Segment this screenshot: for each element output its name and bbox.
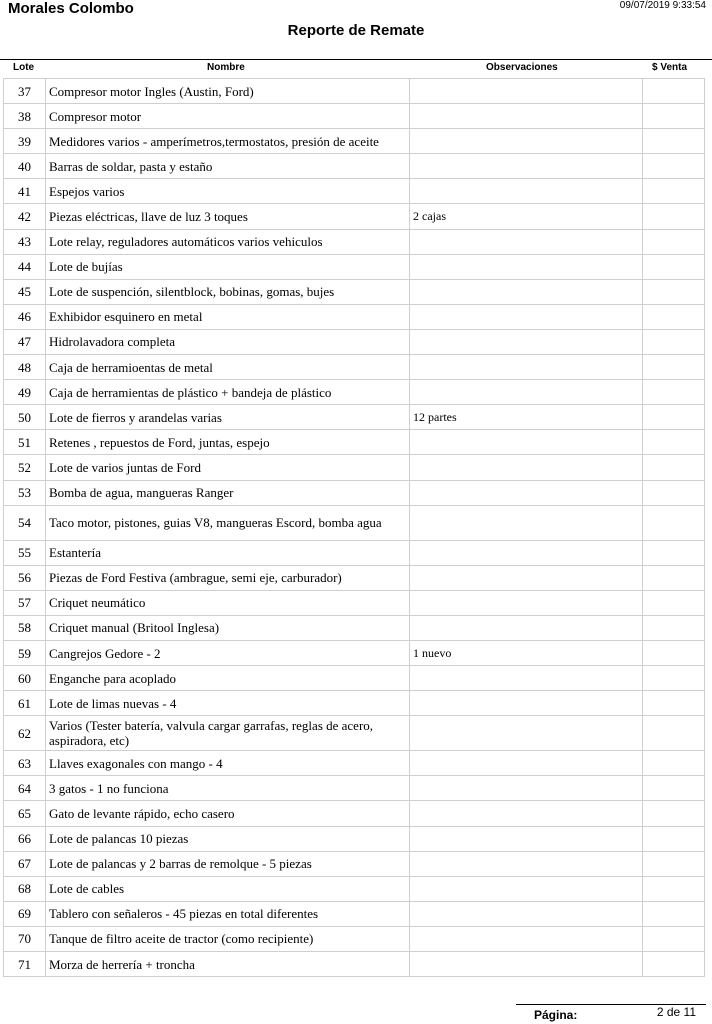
table-row: [4, 380, 705, 405]
cell-nombre: Llaves exagonales con mango - 4: [46, 751, 410, 776]
cell-nombre: Tanque de filtro aceite de tractor (como recipiente): [46, 926, 410, 951]
cell-nombre: Lote de bujías: [46, 254, 410, 279]
cell-lote: 40: [4, 154, 46, 179]
table-row: [4, 851, 705, 876]
cell-venta: [643, 751, 705, 776]
cell-observaciones: [410, 776, 643, 801]
table-row: [4, 329, 705, 354]
cell-observaciones: 2 cajas: [410, 204, 643, 229]
table-row: [4, 751, 705, 776]
cell-observaciones: [410, 455, 643, 480]
table-row: [4, 405, 705, 430]
cell-lote: 43: [4, 229, 46, 254]
cell-lote: 52: [4, 455, 46, 480]
cell-venta: [643, 254, 705, 279]
cell-observaciones: [410, 104, 643, 129]
cell-venta: [643, 505, 705, 540]
cell-nombre: Caja de herramioentas de metal: [46, 355, 410, 380]
cell-observaciones: [410, 430, 643, 455]
table-row: [4, 480, 705, 505]
table-row: [4, 455, 705, 480]
cell-observaciones: [410, 540, 643, 565]
cell-lote: 62: [4, 716, 46, 751]
cell-observaciones: [410, 716, 643, 751]
cell-nombre: Lote de suspención, silentblock, bobinas, gomas, bujes: [46, 279, 410, 304]
cell-nombre: Lote de cables: [46, 876, 410, 901]
cell-observaciones: [410, 279, 643, 304]
cell-observaciones: [410, 590, 643, 615]
cell-lote: 46: [4, 304, 46, 329]
cell-venta: [643, 776, 705, 801]
cell-observaciones: [410, 615, 643, 640]
cell-venta: [643, 801, 705, 826]
cell-lote: 57: [4, 590, 46, 615]
cell-nombre: Bomba de agua, mangueras Ranger: [46, 480, 410, 505]
cell-lote: 49: [4, 380, 46, 405]
cell-venta: [643, 826, 705, 851]
table-row: [4, 565, 705, 590]
cell-observaciones: [410, 129, 643, 154]
cell-observaciones: [410, 565, 643, 590]
cell-nombre: Cangrejos Gedore - 2: [46, 640, 410, 665]
page-label: Página:: [534, 1008, 578, 1022]
cell-nombre: Compresor motor: [46, 104, 410, 129]
items-table-body: [4, 79, 705, 977]
cell-nombre: Piezas eléctricas, llave de luz 3 toques: [46, 204, 410, 229]
cell-venta: [643, 615, 705, 640]
report-timestamp: 09/07/2019 9:33:54: [619, 0, 706, 11]
cell-venta: [643, 901, 705, 926]
cell-lote: 61: [4, 691, 46, 716]
cell-observaciones: [410, 666, 643, 691]
header-rule: [0, 59, 712, 60]
cell-nombre: Varios (Tester batería, valvula cargar garrafas, reglas de acero, aspiradora, etc): [46, 716, 410, 751]
cell-lote: 51: [4, 430, 46, 455]
cell-lote: 70: [4, 926, 46, 951]
column-header-observaciones: Observaciones: [486, 62, 558, 73]
cell-venta: [643, 430, 705, 455]
table-row: [4, 901, 705, 926]
cell-nombre: Piezas de Ford Festiva (ambrague, semi eje, carburador): [46, 565, 410, 590]
cell-observaciones: 1 nuevo: [410, 640, 643, 665]
cell-venta: [643, 926, 705, 951]
cell-nombre: Taco motor, pistones, guias V8, mangueras Escord, bomba agua: [46, 505, 410, 540]
table-row: [4, 691, 705, 716]
cell-observaciones: [410, 751, 643, 776]
cell-lote: 59: [4, 640, 46, 665]
cell-observaciones: [410, 691, 643, 716]
table-row: [4, 229, 705, 254]
cell-lote: 41: [4, 179, 46, 204]
cell-nombre: Criquet manual (Britool Inglesa): [46, 615, 410, 640]
cell-venta: [643, 204, 705, 229]
cell-lote: 45: [4, 279, 46, 304]
cell-lote: 60: [4, 666, 46, 691]
cell-nombre: Lote de varios juntas de Ford: [46, 455, 410, 480]
cell-nombre: Retenes , repuestos de Ford, juntas, espejo: [46, 430, 410, 455]
cell-observaciones: [410, 505, 643, 540]
cell-nombre: Estantería: [46, 540, 410, 565]
table-row: [4, 615, 705, 640]
cell-observaciones: 12 partes: [410, 405, 643, 430]
cell-observaciones: [410, 79, 643, 104]
cell-lote: 56: [4, 565, 46, 590]
table-row: [4, 826, 705, 851]
table-row: [4, 716, 705, 751]
cell-venta: [643, 480, 705, 505]
cell-observaciones: [410, 380, 643, 405]
cell-nombre: Espejos varios: [46, 179, 410, 204]
cell-venta: [643, 590, 705, 615]
table-row: [4, 876, 705, 901]
cell-lote: 63: [4, 751, 46, 776]
cell-venta: [643, 876, 705, 901]
cell-observaciones: [410, 304, 643, 329]
cell-nombre: Gato de levante rápido, echo casero: [46, 801, 410, 826]
table-row: [4, 79, 705, 104]
cell-venta: [643, 329, 705, 354]
cell-lote: 69: [4, 901, 46, 926]
column-header-lote: Lote: [13, 62, 35, 73]
cell-lote: 55: [4, 540, 46, 565]
cell-venta: [643, 666, 705, 691]
cell-lote: 47: [4, 329, 46, 354]
cell-venta: [643, 304, 705, 329]
cell-lote: 39: [4, 129, 46, 154]
cell-observaciones: [410, 901, 643, 926]
cell-lote: 65: [4, 801, 46, 826]
cell-venta: [643, 565, 705, 590]
cell-observaciones: [410, 926, 643, 951]
table-row: [4, 640, 705, 665]
table-row: [4, 590, 705, 615]
cell-venta: [643, 355, 705, 380]
cell-lote: 37: [4, 79, 46, 104]
cell-lote: 58: [4, 615, 46, 640]
cell-nombre: Hidrolavadora completa: [46, 329, 410, 354]
table-row: [4, 776, 705, 801]
cell-venta: [643, 179, 705, 204]
cell-venta: [643, 380, 705, 405]
cell-venta: [643, 851, 705, 876]
cell-venta: [643, 279, 705, 304]
table-row: [4, 666, 705, 691]
cell-nombre: Tablero con señaleros - 45 piezas en total diferentes: [46, 901, 410, 926]
cell-observaciones: [410, 480, 643, 505]
cell-observaciones: [410, 826, 643, 851]
cell-lote: 42: [4, 204, 46, 229]
table-row: [4, 540, 705, 565]
cell-venta: [643, 952, 705, 977]
page-number: 2 de 11: [656, 1005, 696, 1019]
company-name: Morales Colombo: [8, 0, 134, 17]
cell-lote: 38: [4, 104, 46, 129]
table-row: [4, 505, 705, 540]
cell-observaciones: [410, 254, 643, 279]
cell-venta: [643, 455, 705, 480]
table-row: [4, 801, 705, 826]
cell-nombre: Lote de palancas y 2 barras de remolque - 5 piezas: [46, 851, 410, 876]
cell-venta: [643, 79, 705, 104]
table-row: [4, 129, 705, 154]
cell-nombre: Barras de soldar, pasta y estaño: [46, 154, 410, 179]
cell-nombre: Lote de palancas 10 piezas: [46, 826, 410, 851]
cell-lote: 64: [4, 776, 46, 801]
cell-observaciones: [410, 154, 643, 179]
table-row: [4, 926, 705, 951]
table-row: [4, 254, 705, 279]
cell-nombre: Lote relay, reguladores automáticos varios vehiculos: [46, 229, 410, 254]
cell-lote: 66: [4, 826, 46, 851]
cell-nombre: Criquet neumático: [46, 590, 410, 615]
cell-lote: 44: [4, 254, 46, 279]
cell-venta: [643, 716, 705, 751]
cell-observaciones: [410, 801, 643, 826]
cell-nombre: Caja de herramientas de plástico + bandeja de plástico: [46, 380, 410, 405]
cell-venta: [643, 129, 705, 154]
table-row: [4, 154, 705, 179]
cell-lote: 48: [4, 355, 46, 380]
cell-lote: 68: [4, 876, 46, 901]
items-table: [3, 78, 705, 977]
table-row: [4, 104, 705, 129]
cell-venta: [643, 691, 705, 716]
cell-lote: 50: [4, 405, 46, 430]
cell-venta: [643, 540, 705, 565]
cell-lote: 71: [4, 952, 46, 977]
cell-observaciones: [410, 876, 643, 901]
table-row: [4, 204, 705, 229]
column-header-nombre: Nombre: [207, 62, 245, 73]
cell-nombre: Compresor motor Ingles (Austin, Ford): [46, 79, 410, 104]
report-title: Reporte de Remate: [287, 22, 425, 39]
cell-venta: [643, 154, 705, 179]
cell-lote: 67: [4, 851, 46, 876]
cell-nombre: Enganche para acoplado: [46, 666, 410, 691]
cell-lote: 53: [4, 480, 46, 505]
cell-observaciones: [410, 355, 643, 380]
cell-venta: [643, 229, 705, 254]
cell-nombre: Medidores varios - amperímetros,termostatos, presión de aceite: [46, 129, 410, 154]
cell-observaciones: [410, 229, 643, 254]
cell-observaciones: [410, 952, 643, 977]
cell-nombre: Lote de limas nuevas - 4: [46, 691, 410, 716]
cell-observaciones: [410, 329, 643, 354]
cell-venta: [643, 405, 705, 430]
table-row: [4, 952, 705, 977]
cell-nombre: Exhibidor esquinero en metal: [46, 304, 410, 329]
table-row: [4, 304, 705, 329]
cell-observaciones: [410, 851, 643, 876]
table-row: [4, 430, 705, 455]
cell-nombre: 3 gatos - 1 no funciona: [46, 776, 410, 801]
cell-lote: 54: [4, 505, 46, 540]
cell-observaciones: [410, 179, 643, 204]
cell-venta: [643, 640, 705, 665]
cell-venta: [643, 104, 705, 129]
table-row: [4, 355, 705, 380]
table-row: [4, 179, 705, 204]
table-row: [4, 279, 705, 304]
cell-nombre: Morza de herrería + troncha: [46, 952, 410, 977]
column-header-venta: $ Venta: [652, 62, 688, 73]
cell-nombre: Lote de fierros y arandelas varias: [46, 405, 410, 430]
